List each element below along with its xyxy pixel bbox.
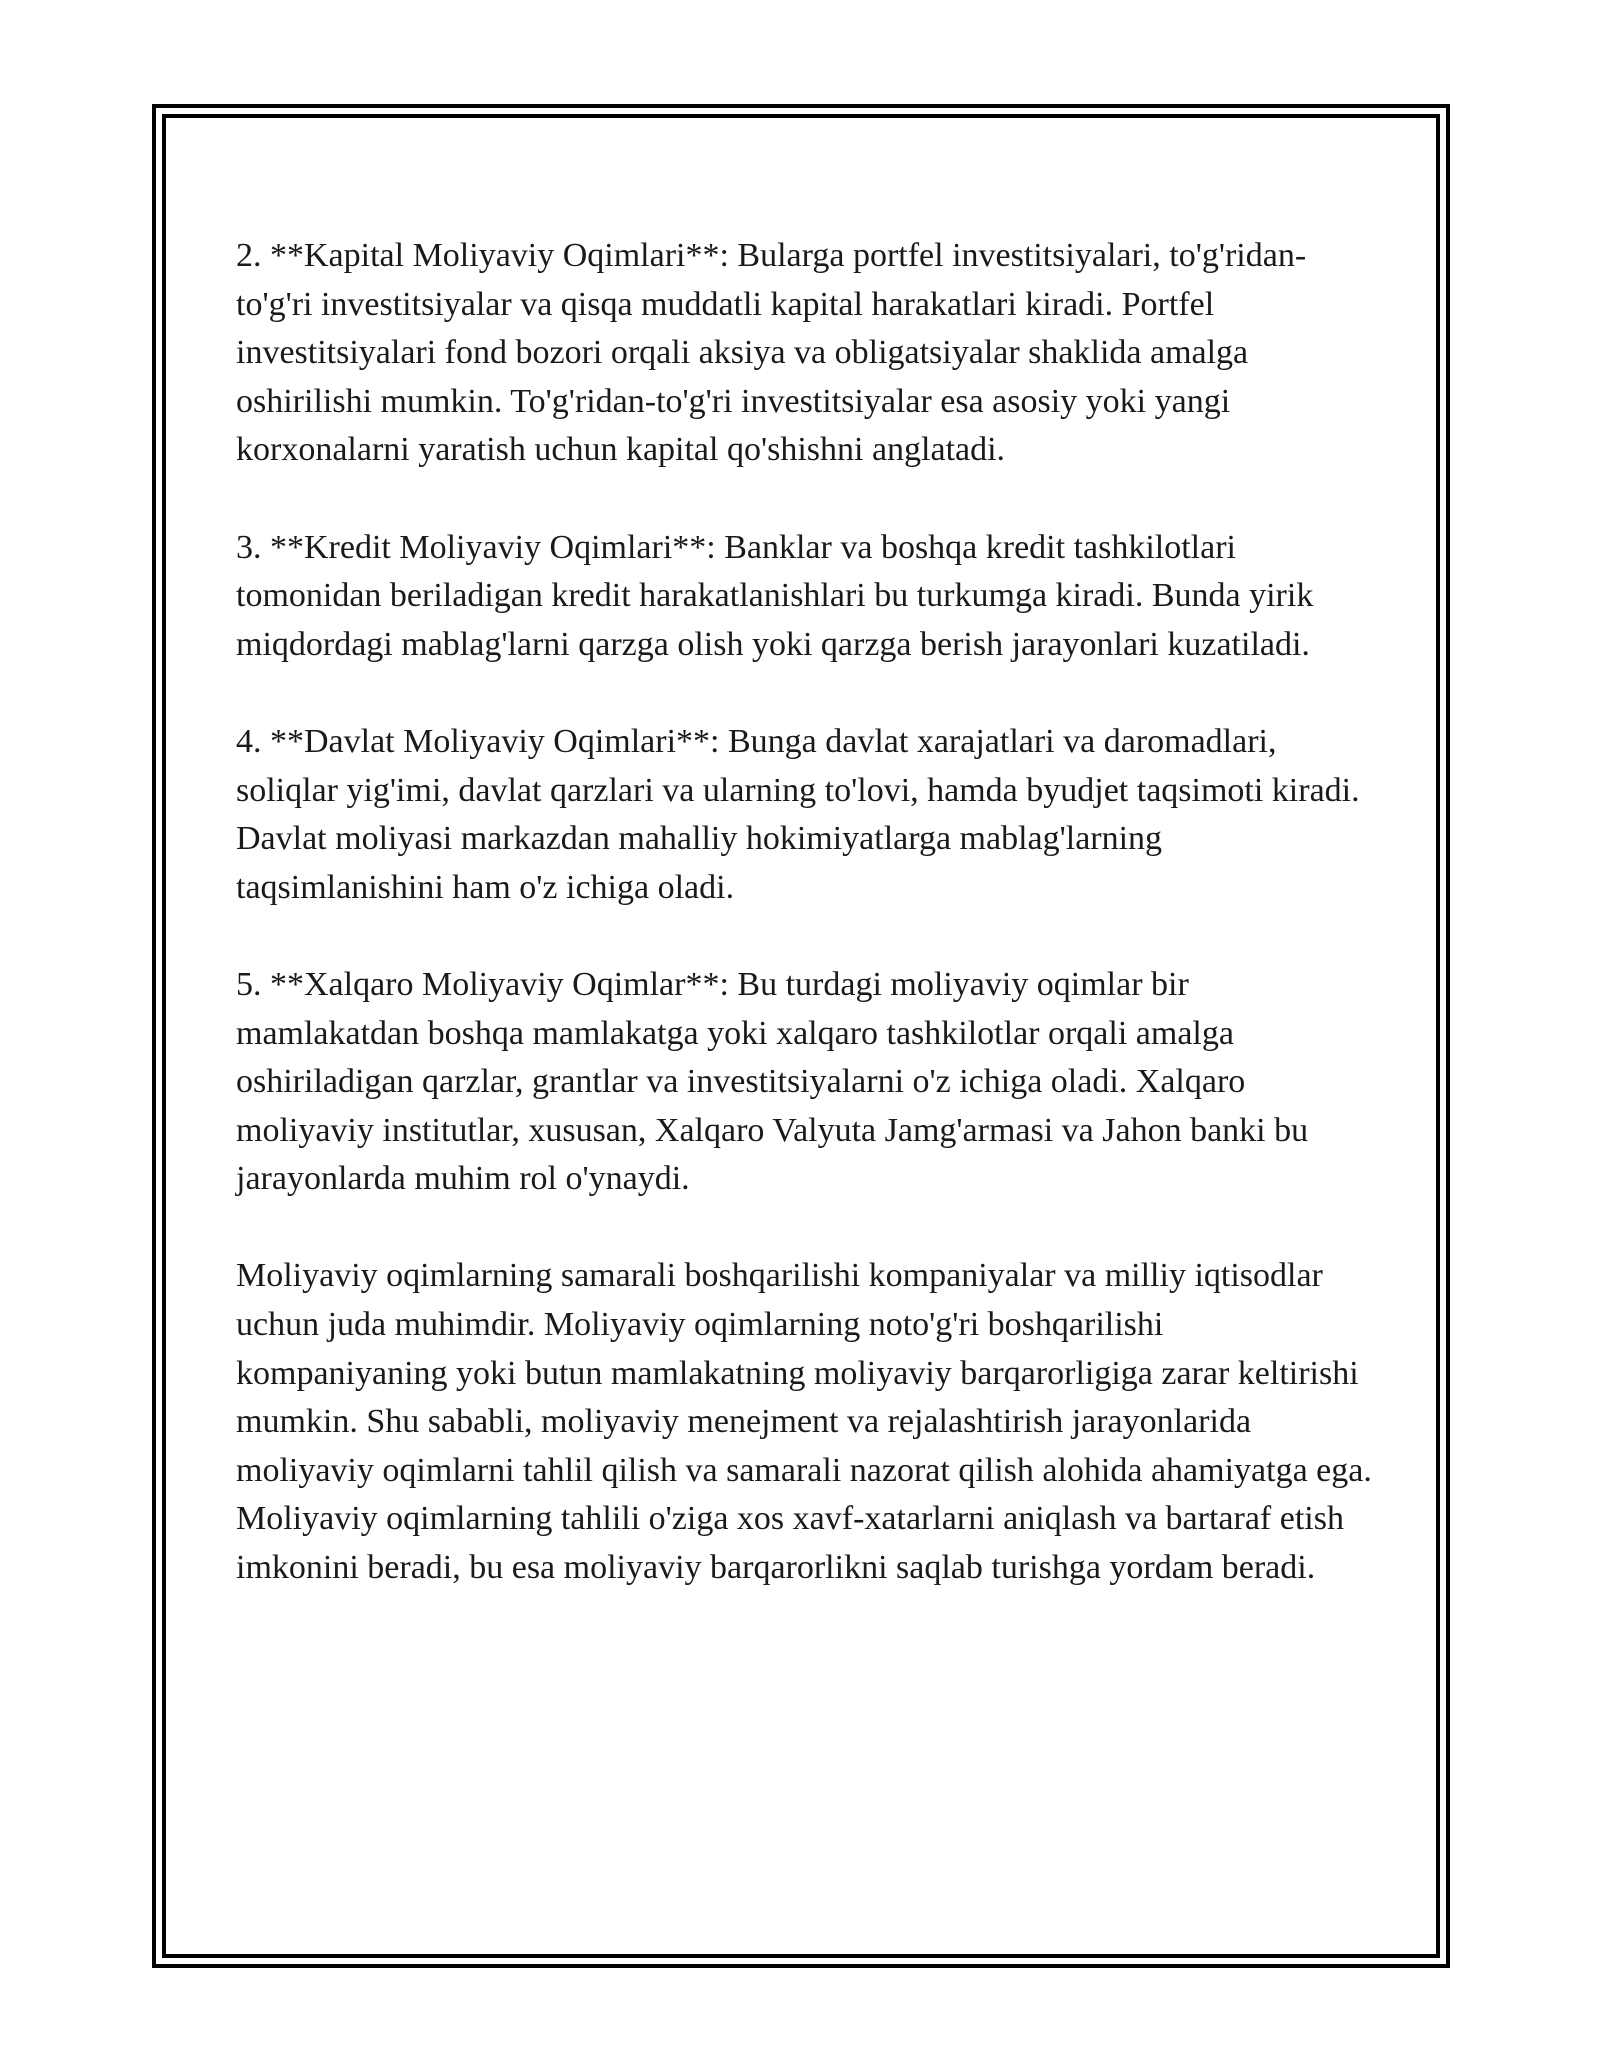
paragraph-state-flows: 4. **Davlat Moliyaviy Oqimlari**: Bunga davlat xarajatlari va daromadlari, soliqlar yig'imi, davlat qarzlari va ularning to'lovi, hamda byudjet taqsimoti kiradi. Davlat moliyasi markazdan mahalliy hokimiyatlarga mablag'larning taqsimlanishini ham o'z ichiga oladi. xyxy=(236,722,1360,906)
paragraph-credit-flows: 3. **Kredit Moliyaviy Oqimlari**: Banklar va boshqa kredit tashkilotlari tomonidan beriladigan kredit harakatlanishlari bu turkumga kiradi. Bunda yirik miqdordagi mablag'larni qarzga olish yoki qarzga berish jarayonlari kuzatiladi. xyxy=(236,528,1314,663)
paragraph-capital-flows: 2. **Kapital Moliyaviy Oqimlari**: Bularga portfel investitsiyalari, to'g'ridan-to'g'ri investitsiyalar va qisqa muddatli kapital harakatlari kiradi. Portfel investitsiyalari fond bozori orqali aksiya va obligatsiyalar shaklida amalga oshirilishi mumkin. To'g'ridan-to'g'ri investitsiyalar esa asosiy yoki yangi korxonalarni yaratish uchun kapital qo'shishni anglatadi. xyxy=(236,237,1307,469)
document-body xyxy=(236,232,1376,1641)
paragraph-international-flows: 5. **Xalqaro Moliyaviy Oqimlar**: Bu turdagi moliyaviy oqimlar bir mamlakatdan boshqa mamlakatga yoki xalqaro tashkilotlar orqali amalga oshiriladigan qarzlar, grantlar va investitsiyalarni o'z ichiga oladi. Xalqaro moliyaviy institutlar, xususan, Xalqaro Valyuta Jamg'armasi va Jahon banki bu jarayonlarda muhim rol o'ynaydi. xyxy=(236,965,1309,1198)
paragraph-conclusion: Moliyaviy oqimlarning samarali boshqarilishi kompaniyalar va milliy iqtisodlar uchun juda muhimdir. Moliyaviy oqimlarning noto'g'ri boshqarilishi kompaniyaning yoki butun mamlakatning moliyaviy barqarorligiga zarar keltirishi mumkin. Shu sababli, moliyaviy menejment va rejalashtirish jarayonlarida moliyaviy oqimlarni tahlil qilish va samarali nazorat qilish alohida ahamiyatga ega. Moliyaviy oqimlarning tahlili o'ziga xos xavf-xatarlarni aniqlash va bartaraf etish imkonini beradi, bu esa moliyaviy barqarorlikni saqlab turishga yordam beradi. xyxy=(236,1257,1372,1587)
